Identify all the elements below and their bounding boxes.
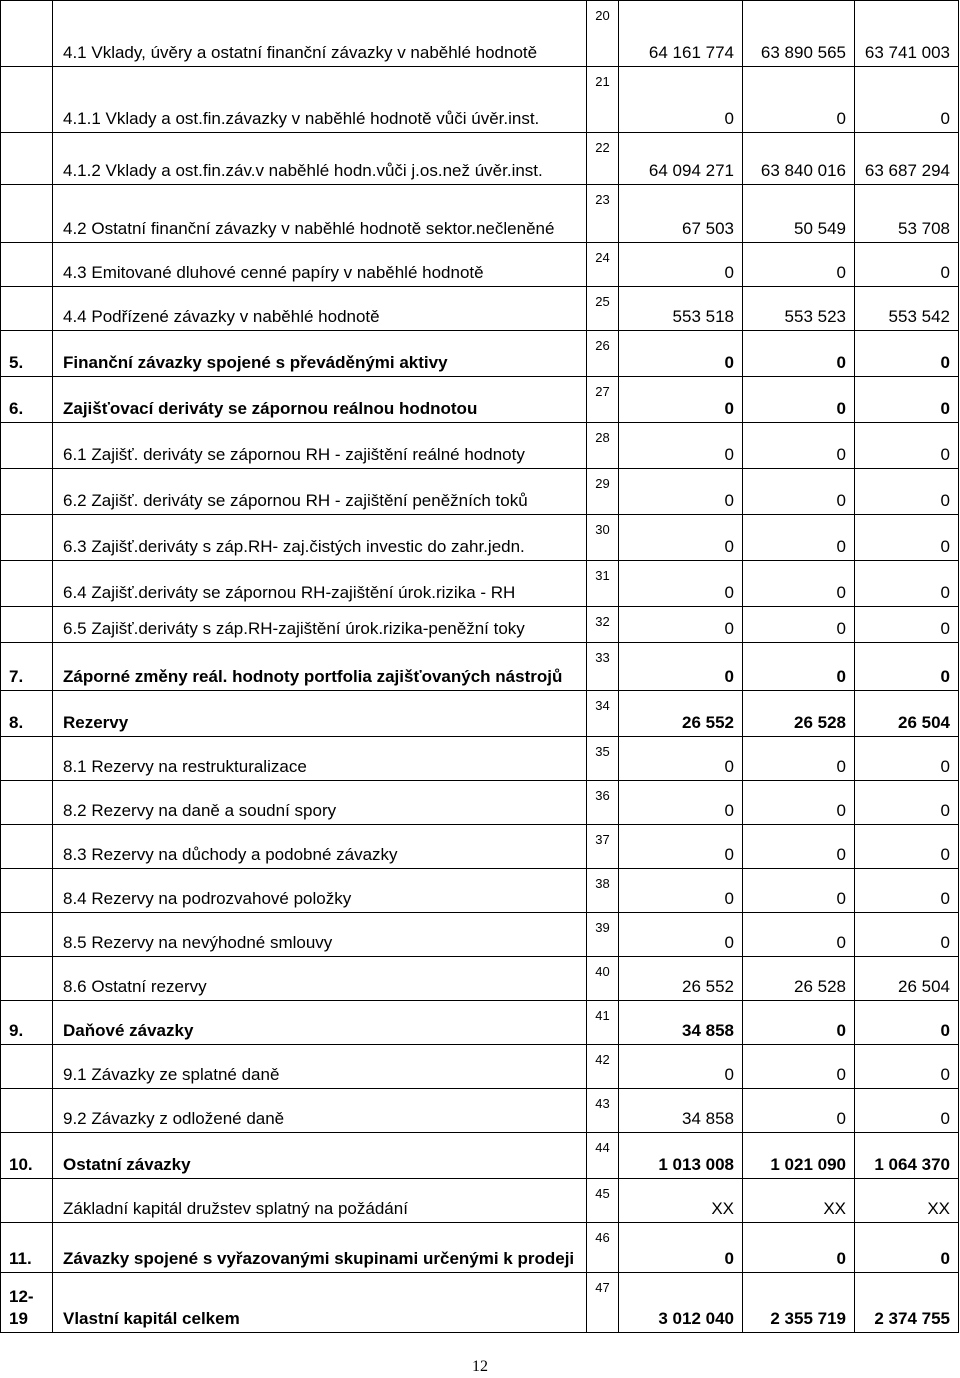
row-number: 30 — [587, 515, 619, 561]
item-label: 8.2 Rezervy na daně a soudní spory — [53, 781, 587, 825]
row-number: 44 — [587, 1133, 619, 1179]
item-number — [1, 825, 53, 869]
value-col-1: 0 — [619, 869, 743, 913]
value-col-3: 1 064 370 — [855, 1133, 959, 1179]
value-col-2: 0 — [743, 781, 855, 825]
value-col-1: 0 — [619, 515, 743, 561]
row-number: 20 — [587, 1, 619, 67]
row-number: 36 — [587, 781, 619, 825]
value-col-2: 0 — [743, 913, 855, 957]
value-col-2: 0 — [743, 825, 855, 869]
value-col-2: 553 523 — [743, 287, 855, 331]
row-number: 43 — [587, 1089, 619, 1133]
value-col-1: 0 — [619, 243, 743, 287]
value-col-3: 0 — [855, 561, 959, 607]
value-col-2: 0 — [743, 737, 855, 781]
table-row — [1, 607, 959, 643]
item-label: Finanční závazky spojené s převáděnými aktivy — [53, 331, 587, 377]
value-col-2: XX — [743, 1179, 855, 1223]
item-label: 6.2 Zajišť. deriváty se zápornou RH - zajištění peněžních toků — [53, 469, 587, 515]
value-col-3: 0 — [855, 825, 959, 869]
item-number: 9. — [1, 1001, 53, 1045]
value-col-2: 0 — [743, 243, 855, 287]
item-number: 8. — [1, 691, 53, 737]
value-col-2: 0 — [743, 377, 855, 423]
value-col-3: 26 504 — [855, 957, 959, 1001]
value-col-1: 0 — [619, 913, 743, 957]
row-number: 45 — [587, 1179, 619, 1223]
item-number — [1, 913, 53, 957]
item-label: 8.1 Rezervy na restrukturalizace — [53, 737, 587, 781]
value-col-3: 553 542 — [855, 287, 959, 331]
value-col-1: 0 — [619, 331, 743, 377]
item-number: 12-19 — [1, 1273, 53, 1333]
item-number — [1, 515, 53, 561]
item-label: Daňové závazky — [53, 1001, 587, 1045]
value-col-3: 0 — [855, 377, 959, 423]
value-col-3: 0 — [855, 1223, 959, 1273]
item-number — [1, 243, 53, 287]
table-row — [1, 957, 959, 1001]
row-number: 46 — [587, 1223, 619, 1273]
table-row — [1, 825, 959, 869]
table-row — [1, 1001, 959, 1045]
value-col-2: 26 528 — [743, 957, 855, 1001]
value-col-3: 0 — [855, 1001, 959, 1045]
table-row — [1, 1179, 959, 1223]
table-row — [1, 913, 959, 957]
table-row — [1, 133, 959, 185]
value-col-1: 34 858 — [619, 1001, 743, 1045]
row-number: 37 — [587, 825, 619, 869]
item-label: 4.3 Emitované dluhové cenné papíry v naběhlé hodnotě — [53, 243, 587, 287]
value-col-1: 0 — [619, 469, 743, 515]
table-row — [1, 287, 959, 331]
table-row — [1, 67, 959, 133]
value-col-1: 553 518 — [619, 287, 743, 331]
value-col-3: 0 — [855, 913, 959, 957]
value-col-2: 0 — [743, 515, 855, 561]
table-row — [1, 869, 959, 913]
item-number — [1, 869, 53, 913]
table-row — [1, 377, 959, 423]
item-label: 4.1.1 Vklady a ost.fin.závazky v naběhlé hodnotě vůči úvěr.inst. — [53, 67, 587, 133]
value-col-2: 0 — [743, 331, 855, 377]
table-row — [1, 243, 959, 287]
value-col-2: 2 355 719 — [743, 1273, 855, 1333]
table-row — [1, 737, 959, 781]
value-col-2: 0 — [743, 1001, 855, 1045]
item-number — [1, 423, 53, 469]
row-number: 33 — [587, 643, 619, 691]
value-col-3: 0 — [855, 869, 959, 913]
value-col-3: 0 — [855, 781, 959, 825]
row-number: 22 — [587, 133, 619, 185]
item-number — [1, 469, 53, 515]
item-number — [1, 133, 53, 185]
item-label: Zajišťovací deriváty se zápornou reálnou hodnotou — [53, 377, 587, 423]
row-number: 21 — [587, 67, 619, 133]
table-row — [1, 691, 959, 737]
value-col-2: 0 — [743, 1089, 855, 1133]
table-row — [1, 643, 959, 691]
value-col-1: 0 — [619, 607, 743, 643]
item-label: 4.4 Podřízené závazky v naběhlé hodnotě — [53, 287, 587, 331]
value-col-1: 34 858 — [619, 1089, 743, 1133]
item-label: 9.2 Závazky z odložené daně — [53, 1089, 587, 1133]
value-col-1: 0 — [619, 561, 743, 607]
value-col-3: 0 — [855, 515, 959, 561]
table-row — [1, 469, 959, 515]
table-row — [1, 561, 959, 607]
value-col-2: 26 528 — [743, 691, 855, 737]
value-col-3: 63 687 294 — [855, 133, 959, 185]
item-label: 6.5 Zajišť.deriváty s záp.RH-zajištění úrok.rizika-peněžní toky — [53, 607, 587, 643]
row-number: 29 — [587, 469, 619, 515]
item-label: 4.2 Ostatní finanční závazky v naběhlé hodnotě sektor.nečleněné — [53, 185, 587, 243]
row-number: 26 — [587, 331, 619, 377]
item-label: 6.3 Zajišť.deriváty s záp.RH- zaj.čistých investic do zahr.jedn. — [53, 515, 587, 561]
item-number — [1, 957, 53, 1001]
value-col-3: 0 — [855, 1089, 959, 1133]
item-number — [1, 561, 53, 607]
value-col-2: 63 890 565 — [743, 1, 855, 67]
item-number — [1, 781, 53, 825]
value-col-2: 0 — [743, 469, 855, 515]
value-col-3: XX — [855, 1179, 959, 1223]
table-row — [1, 1223, 959, 1273]
value-col-1: 0 — [619, 67, 743, 133]
value-col-2: 50 549 — [743, 185, 855, 243]
value-col-1: 26 552 — [619, 691, 743, 737]
item-number — [1, 1045, 53, 1089]
row-number: 40 — [587, 957, 619, 1001]
page-number: 12 — [472, 1358, 488, 1375]
row-number: 27 — [587, 377, 619, 423]
item-label: 8.3 Rezervy na důchody a podobné závazky — [53, 825, 587, 869]
value-col-1: XX — [619, 1179, 743, 1223]
table-body — [1, 1, 959, 1333]
value-col-1: 0 — [619, 377, 743, 423]
value-col-2: 0 — [743, 1223, 855, 1273]
value-col-3: 0 — [855, 1045, 959, 1089]
value-col-3: 2 374 755 — [855, 1273, 959, 1333]
row-number: 39 — [587, 913, 619, 957]
table-row — [1, 1045, 959, 1089]
row-number: 47 — [587, 1273, 619, 1333]
value-col-2: 0 — [743, 1045, 855, 1089]
value-col-3: 0 — [855, 643, 959, 691]
row-number: 41 — [587, 1001, 619, 1045]
value-col-3: 26 504 — [855, 691, 959, 737]
item-label: Záporné změny reál. hodnoty portfolia zajišťovaných nástrojů — [53, 643, 587, 691]
value-col-2: 1 021 090 — [743, 1133, 855, 1179]
item-label: Ostatní závazky — [53, 1133, 587, 1179]
item-label: 8.4 Rezervy na podrozvahové položky — [53, 869, 587, 913]
item-number — [1, 737, 53, 781]
table-row — [1, 423, 959, 469]
item-label: 4.1 Vklady, úvěry a ostatní finanční závazky v naběhlé hodnotě — [53, 1, 587, 67]
value-col-2: 0 — [743, 607, 855, 643]
item-label: 6.4 Zajišť.deriváty se zápornou RH-zajištění úrok.rizika - RH — [53, 561, 587, 607]
value-col-3: 0 — [855, 737, 959, 781]
table-row — [1, 781, 959, 825]
value-col-3: 53 708 — [855, 185, 959, 243]
value-col-1: 26 552 — [619, 957, 743, 1001]
value-col-1: 0 — [619, 781, 743, 825]
value-col-1: 0 — [619, 1223, 743, 1273]
item-number — [1, 607, 53, 643]
value-col-3: 0 — [855, 243, 959, 287]
item-label: 8.6 Ostatní rezervy — [53, 957, 587, 1001]
table-row — [1, 1273, 959, 1333]
item-number — [1, 1179, 53, 1223]
value-col-1: 1 013 008 — [619, 1133, 743, 1179]
item-number — [1, 1089, 53, 1133]
item-label: 4.1.2 Vklady a ost.fin.záv.v naběhlé hodn.vůči j.os.než úvěr.inst. — [53, 133, 587, 185]
value-col-3: 0 — [855, 331, 959, 377]
item-number — [1, 1, 53, 67]
row-number: 35 — [587, 737, 619, 781]
item-label: 9.1 Závazky ze splatné daně — [53, 1045, 587, 1089]
item-number — [1, 287, 53, 331]
item-label: Závazky spojené s vyřazovanými skupinami určenými k prodeji — [53, 1223, 587, 1273]
table-row — [1, 1, 959, 67]
item-number — [1, 67, 53, 133]
item-number — [1, 185, 53, 243]
table-row — [1, 515, 959, 561]
value-col-2: 0 — [743, 67, 855, 133]
row-number: 28 — [587, 423, 619, 469]
item-number: 7. — [1, 643, 53, 691]
value-col-1: 0 — [619, 423, 743, 469]
item-number: 6. — [1, 377, 53, 423]
item-label: Vlastní kapitál celkem — [53, 1273, 587, 1333]
row-number: 23 — [587, 185, 619, 243]
row-number: 25 — [587, 287, 619, 331]
item-number: 11. — [1, 1223, 53, 1273]
value-col-1: 0 — [619, 1045, 743, 1089]
value-col-3: 0 — [855, 67, 959, 133]
value-col-1: 64 094 271 — [619, 133, 743, 185]
value-col-2: 0 — [743, 643, 855, 691]
row-number: 32 — [587, 607, 619, 643]
value-col-3: 0 — [855, 423, 959, 469]
table-row — [1, 1089, 959, 1133]
row-number: 42 — [587, 1045, 619, 1089]
item-number: 10. — [1, 1133, 53, 1179]
row-number: 38 — [587, 869, 619, 913]
value-col-3: 63 741 003 — [855, 1, 959, 67]
value-col-1: 64 161 774 — [619, 1, 743, 67]
item-label: Rezervy — [53, 691, 587, 737]
value-col-1: 0 — [619, 737, 743, 781]
value-col-2: 0 — [743, 423, 855, 469]
value-col-3: 0 — [855, 607, 959, 643]
value-col-1: 0 — [619, 825, 743, 869]
item-label: 6.1 Zajišť. deriváty se zápornou RH - zajištění reálné hodnoty — [53, 423, 587, 469]
table-row — [1, 331, 959, 377]
value-col-1: 3 012 040 — [619, 1273, 743, 1333]
value-col-1: 0 — [619, 643, 743, 691]
row-number: 34 — [587, 691, 619, 737]
row-number: 31 — [587, 561, 619, 607]
value-col-2: 0 — [743, 869, 855, 913]
item-number: 5. — [1, 331, 53, 377]
item-label: Základní kapitál družstev splatný na požádání — [53, 1179, 587, 1223]
value-col-2: 0 — [743, 561, 855, 607]
value-col-3: 0 — [855, 469, 959, 515]
value-col-1: 67 503 — [619, 185, 743, 243]
table-row — [1, 185, 959, 243]
value-col-2: 63 840 016 — [743, 133, 855, 185]
item-label: 8.5 Rezervy na nevýhodné smlouvy — [53, 913, 587, 957]
table-row — [1, 1133, 959, 1179]
row-number: 24 — [587, 243, 619, 287]
